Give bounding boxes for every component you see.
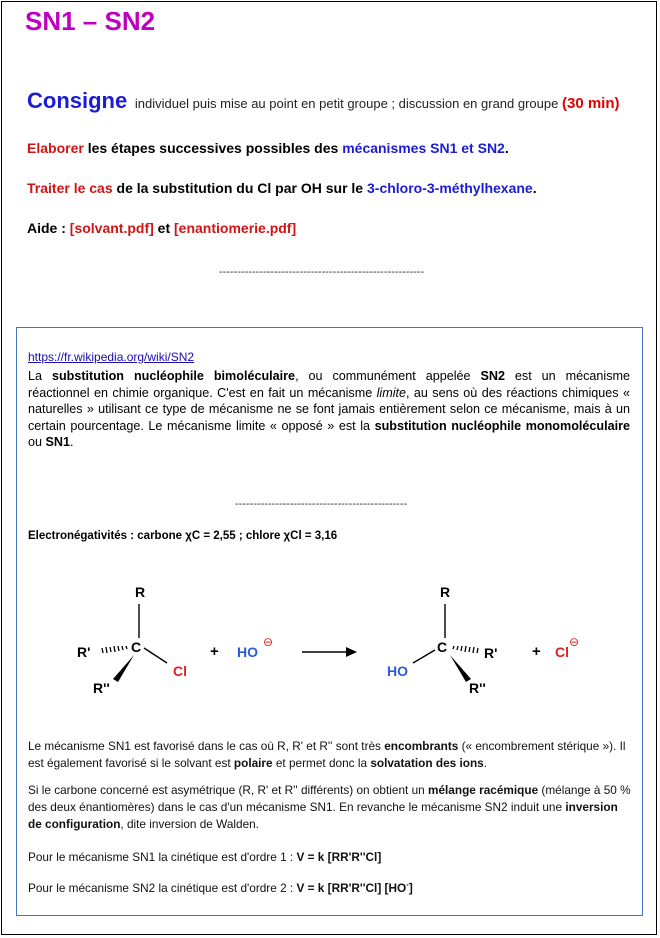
separator: -------------------------------------------------------- [219, 266, 425, 278]
product-R2-label: R'' [469, 680, 486, 696]
negative-charge: ⊖ [263, 635, 274, 649]
reactant-chlorine: Cl [173, 663, 187, 679]
duration: (30 min) [561, 95, 620, 112]
reaction-scheme [17, 568, 642, 708]
product-hydroxyl: HO [387, 663, 408, 679]
product-R1-label: R' [484, 645, 498, 661]
plus-sign: + [210, 643, 219, 660]
consigne-heading: Consigne [27, 88, 128, 113]
reactant-R1-label: R' [77, 644, 91, 660]
consigne-text: individuel puis mise au point en petit groupe ; discussion en grand groupe [134, 96, 559, 111]
sn2-kinetics-line: Pour le mécanisme SN2 la cinétique est d'ordre 2 : V = k [RR'R''Cl] [HO-] [28, 880, 413, 895]
wikipedia-link[interactable]: https://fr.wikipedia.org/wiki/SN2 [28, 350, 195, 364]
chloride-label: Cl [555, 644, 569, 660]
bond-line [413, 650, 435, 663]
consigne-line [27, 88, 620, 114]
product-carbon: C [437, 639, 448, 655]
aide-and: et [157, 220, 171, 236]
separator: ----------------------------------------------- [235, 498, 408, 510]
link-enantiomerie-pdf[interactable]: [enantiomerie.pdf] [174, 220, 297, 236]
plus-sign: + [532, 643, 541, 660]
arrowhead [346, 647, 357, 657]
instruction-text: de la substitution du Cl par OH sur le [116, 180, 364, 196]
negative-charge: ⊖ [569, 635, 580, 649]
aide-label: Aide : [27, 220, 66, 236]
page-title: SN1 – SN2 [25, 6, 156, 36]
hashed-bond [453, 646, 478, 653]
sn1-kinetics-line: Pour le mécanisme SN1 la cinétique est d'ordre 1 : V = k [RR'R''Cl] [28, 850, 382, 864]
reactant-R-label: R [135, 584, 146, 600]
wedge-bond [450, 655, 471, 682]
instruction-traiter [27, 180, 537, 196]
reactant-carbon: C [131, 639, 142, 655]
link-solvant-pdf[interactable]: [solvant.pdf] [69, 220, 154, 236]
hashed-bond [102, 646, 127, 653]
wiki-paragraph: La substitution nucléophile bimoléculaire, ou communément appelée SN2 est un mécanisme réactionnel en chimie organique. C'est en fait un mécanisme limite, au sens où des réactions chimiques « naturelles » utilisant ce type de mécanisme ne se font jamais entièrement selon ce mécanisme, mais à un certain pourcentage. Le mécanisme limite « opposé » est la substitution nucléophile monomoléculaire ou SN1. [28, 369, 631, 449]
wedge-bond [113, 655, 134, 682]
aide-line [27, 220, 296, 236]
instruction-verb: Traiter le cas [27, 180, 113, 196]
instruction-term: 3-chloro-3-méthylhexane [367, 180, 533, 196]
reactant-R2-label: R'' [93, 680, 110, 696]
product-R-label: R [440, 584, 451, 600]
instruction-end: . [532, 180, 537, 196]
electronegativity-line: Electronégativités : carbone χC = 2,55 ; chlore χCl = 3,16 [28, 530, 338, 542]
instruction-text: les étapes successives possibles des [87, 140, 339, 156]
bond-line [144, 648, 167, 663]
instruction-elaborer [27, 140, 509, 156]
instruction-term: mécanismes SN1 et SN2 [342, 140, 505, 156]
sn1-conditions-paragraph: Le mécanisme SN1 est favorisé dans le cas où R, R' et R'' sont très encombrants (« encombrement stérique »). Il est également favorisé si le solvant est polaire et permet donc la solvatation des ions. [28, 739, 626, 770]
wiki-box [16, 327, 643, 916]
stereochemistry-paragraph: Si le carbone concerné est asymétrique (R, R' et R'' différents) on obtient un mélange racémique (mélange à 50 % des deux énantiomères) dans le cas d'un mécanisme SN1. En revanche le mécanisme SN2 induit une inversion de configuration, dite inversion de Walden. [28, 783, 631, 831]
instruction-verb: Elaborer [27, 140, 84, 156]
instruction-end: . [504, 140, 509, 156]
hydroxide-label: HO [237, 644, 258, 660]
